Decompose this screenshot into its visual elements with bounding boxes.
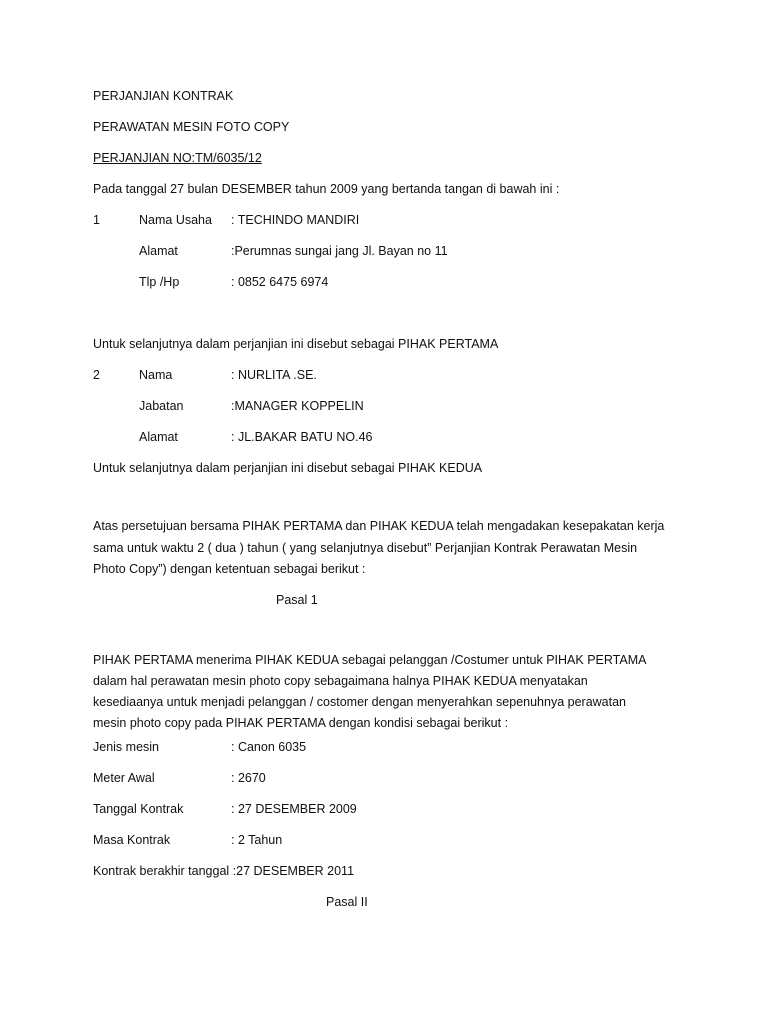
condition-label-machine: Jenis mesin <box>93 740 159 754</box>
condition-value-contract-date: : 27 DESEMBER 2009 <box>231 802 357 816</box>
pasal1-paragraph-line: kesediaanya untuk menjadi pelanggan / costomer dengan menyerahkan sepenuhnya perawatan <box>93 695 627 709</box>
party1-value-address: :Perumnas sungai jang Jl. Bayan no 11 <box>231 244 448 258</box>
party1-number: 1 <box>93 213 100 227</box>
party2-label-position: Jabatan <box>139 399 184 413</box>
pasal1-paragraph-line: PIHAK PERTAMA menerima PIHAK KEDUA sebagai pelanggan /Costumer untuk PIHAK PERTAMA <box>93 653 647 667</box>
pasal1-paragraph-line: dalam hal perawatan mesin photo copy sebagaimana halnya PIHAK KEDUA menyatakan <box>93 674 588 688</box>
party2-value-name: : NURLITA .SE. <box>231 368 317 382</box>
condition-value-meter: : 2670 <box>231 771 266 785</box>
document-subtitle: PERAWATAN MESIN FOTO COPY <box>93 120 290 134</box>
party2-number: 2 <box>93 368 100 382</box>
condition-label-contract-date: Tanggal Kontrak <box>93 802 184 816</box>
condition-label-duration: Masa Kontrak <box>93 833 171 847</box>
document-title: PERJANJIAN KONTRAK <box>93 89 234 103</box>
party1-label-address: Alamat <box>139 244 178 258</box>
intro-sentence: Pada tanggal 27 bulan DESEMBER tahun 2009 yang bertanda tangan di bawah ini : <box>93 182 560 196</box>
party2-note: Untuk selanjutnya dalam perjanjian ini disebut sebagai PIHAK KEDUA <box>93 461 483 475</box>
contract-end-line: Kontrak berakhir tanggal :27 DESEMBER 2011 <box>93 864 355 878</box>
pasal2-heading: Pasal II <box>326 895 368 909</box>
party2-label-name: Nama <box>139 368 173 382</box>
condition-label-meter: Meter Awal <box>93 771 155 785</box>
pasal1-heading: Pasal 1 <box>276 593 318 607</box>
party2-value-position: :MANAGER KOPPELIN <box>231 399 364 413</box>
party1-label-name: Nama Usaha <box>139 213 212 227</box>
agreement-number: PERJANJIAN NO:TM/6035/12 <box>93 151 262 165</box>
pasal1-paragraph-line: mesin photo copy pada PIHAK PERTAMA dengan kondisi sebagai berikut : <box>93 716 509 730</box>
party2-label-address: Alamat <box>139 430 178 444</box>
condition-value-duration: : 2 Tahun <box>231 833 283 847</box>
agreement-paragraph-line: sama untuk waktu 2 ( dua ) tahun ( yang selanjutnya disebut” Perjanjian Kontrak Perawatan Mesin <box>93 541 638 555</box>
party2-value-address: : JL.BAKAR BATU NO.46 <box>231 430 373 444</box>
condition-value-machine: : Canon 6035 <box>231 740 307 754</box>
party1-value-phone: : 0852 6475 6974 <box>231 275 329 289</box>
agreement-paragraph-line: Atas persetujuan bersama PIHAK PERTAMA dan PIHAK KEDUA telah mengadakan kesepakatan kerja <box>93 519 665 533</box>
party1-note: Untuk selanjutnya dalam perjanjian ini disebut sebagai PIHAK PERTAMA <box>93 337 499 351</box>
party1-value-name: : TECHINDO MANDIRI <box>231 213 360 227</box>
agreement-paragraph-line: Photo Copy”) dengan ketentuan sebagai berikut : <box>93 562 366 576</box>
party1-label-phone: Tlp /Hp <box>139 275 180 289</box>
